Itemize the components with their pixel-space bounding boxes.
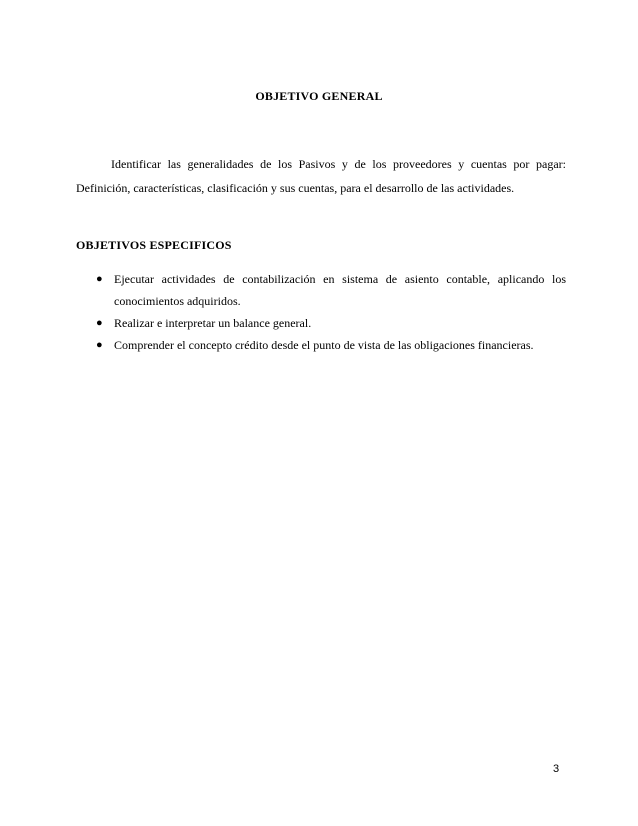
page-number: 3 <box>553 763 560 775</box>
specific-objectives-heading: OBJETIVOS ESPECIFICOS <box>76 238 232 252</box>
list-item <box>76 312 566 334</box>
list-item <box>76 334 566 356</box>
bullet-icon: ● <box>96 317 103 329</box>
list-item <box>76 268 566 312</box>
list-item-text: Realizar e interpretar un balance general. <box>114 316 312 330</box>
list-item-text: Comprender el concepto crédito desde el punto de vista de las obligaciones financieras. <box>114 338 534 352</box>
specific-objectives-list <box>76 268 566 356</box>
list-item-text: Ejecutar actividades de contabilización en sistema de asiento contable, aplicando los conocimientos adquiridos. <box>114 272 566 308</box>
bullet-icon: ● <box>96 273 103 285</box>
general-objective-heading: OBJETIVO GENERAL <box>255 89 383 103</box>
bullet-icon: ● <box>96 339 103 351</box>
general-objective-paragraph: Identificar las generalidades de los Pasivos y de los proveedores y cuentas por pagar: Definición, características, clasificación y sus cuentas, para el desarrollo de las actividades. <box>76 157 566 195</box>
